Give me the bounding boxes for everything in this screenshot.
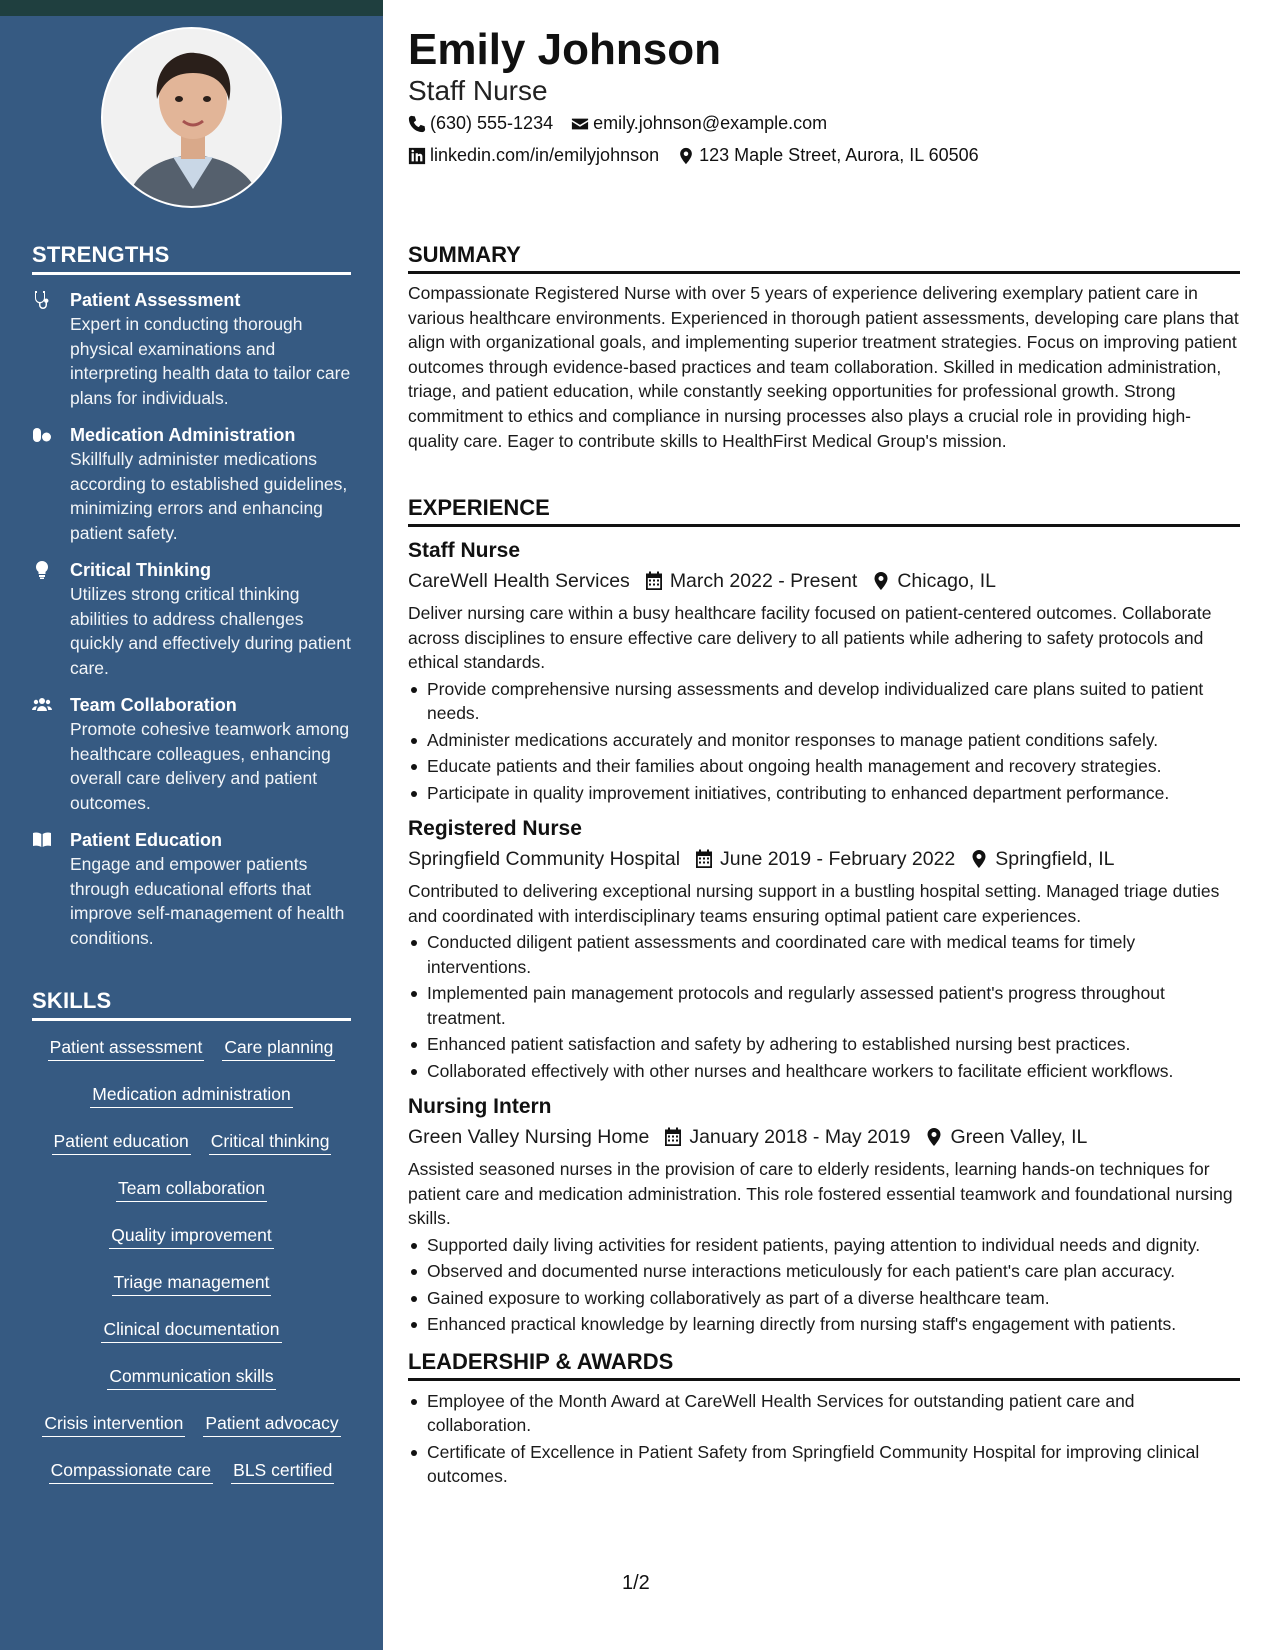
- users-icon: [32, 693, 70, 815]
- job-title: Staff Nurse: [408, 539, 521, 562]
- skill-tag: Medication administration: [90, 1083, 292, 1108]
- strength-description: Expert in conducting thorough physical examinations and interpreting health data to tailor care plans for individuals.: [70, 314, 351, 408]
- envelope-icon: [571, 115, 589, 133]
- linkedin-url[interactable]: linkedin.com/in/emilyjohnson: [430, 145, 660, 165]
- list-item: Collaborated effectively with other nurses and healthcare workers to facilitate efficient workflows.: [408, 1059, 1240, 1084]
- sidebar-top-bar: [0, 0, 383, 16]
- list-item: Conducted diligent patient assessments and coordinated care with medical teams for timely interventions.: [408, 930, 1240, 979]
- awards-list: [408, 1389, 1240, 1489]
- skill-tag: Patient assessment: [48, 1036, 205, 1061]
- job-location: Springfield, IL: [995, 848, 1115, 870]
- map-pin-icon: [969, 849, 989, 869]
- job-title: Nursing Intern: [408, 1095, 552, 1118]
- summary-heading: SUMMARY: [408, 242, 1240, 274]
- calendar-icon: [663, 1127, 683, 1147]
- map-pin-icon: [871, 571, 891, 591]
- skill-tag: Patient advocacy: [203, 1412, 340, 1437]
- contact-linkedin: [408, 145, 659, 166]
- list-item: Educate patients and their families about ongoing health management and recovery strategies.: [408, 754, 1240, 779]
- job-entry: [408, 815, 1240, 1083]
- job-meta: [408, 566, 1240, 596]
- list-item: Provide comprehensive nursing assessments and develop individualized care plans suited to patient needs.: [408, 677, 1240, 726]
- pills-icon: [32, 423, 70, 545]
- strength-description: Promote cohesive teamwork among healthcare colleagues, enhancing overall care delivery and patient outcomes.: [70, 719, 350, 813]
- job-description: Assisted seasoned nurses in the provision of care to elderly residents, learning hands-on techniques for patient care and medication administration. This role fostered essential teamwork and foundational nursing skills.: [408, 1159, 1233, 1228]
- candidate-name: Emily Johnson: [408, 25, 721, 74]
- list-item: Participate in quality improvement initiatives, contributing to enhanced department performance.: [408, 781, 1240, 806]
- skill-tag: Crisis intervention: [42, 1412, 185, 1437]
- stethoscope-icon: [32, 288, 70, 410]
- strength-title: Critical Thinking: [70, 560, 212, 580]
- job-entry: [408, 1093, 1240, 1337]
- job-description: Deliver nursing care within a busy healthcare facility focused on patient-centered outcomes. Collaborate across disciplines to ensure effective care delivery to all patients while adhering to safety protocols and ethical standards.: [408, 603, 1212, 672]
- strength-item: [32, 828, 351, 950]
- skill-tag: Clinical documentation: [101, 1318, 281, 1343]
- strength-item: [32, 288, 351, 410]
- strengths-heading: STRENGTHS: [32, 242, 351, 275]
- job-entry: [408, 537, 1240, 805]
- strength-item: [32, 558, 351, 680]
- job-company: CareWell Health Services: [408, 570, 630, 592]
- skill-tag: Quality improvement: [109, 1224, 273, 1249]
- strength-item: [32, 693, 351, 815]
- email-address[interactable]: emily.johnson@example.com: [593, 113, 828, 133]
- list-item: Certificate of Excellence in Patient Safety from Springfield Community Hospital for improving clinical outcomes.: [408, 1440, 1240, 1489]
- strength-title: Team Collaboration: [70, 695, 237, 715]
- skill-tag: Care planning: [222, 1036, 335, 1061]
- phone-icon: [408, 115, 426, 133]
- job-title: Registered Nurse: [408, 817, 582, 840]
- strength-item: [32, 423, 351, 545]
- contact-row: [408, 113, 845, 134]
- strength-description: Skillfully administer medications according to established guidelines, minimizing errors and enhancing patient safety.: [70, 449, 348, 543]
- page-number: 1/2: [622, 1572, 650, 1594]
- strengths-list: [32, 288, 351, 963]
- job-dates: June 2019 - February 2022: [720, 848, 956, 870]
- strength-description: Utilizes strong critical thinking abilities to address challenges quickly and effectively during patient care.: [70, 584, 351, 678]
- skill-tag: Compassionate care: [49, 1459, 214, 1484]
- map-pin-icon: [924, 1127, 944, 1147]
- book-open-icon: [32, 828, 70, 950]
- profile-photo: [101, 27, 282, 208]
- job-bullets: [408, 1233, 1240, 1337]
- strength-description: Engage and empower patients through educational efforts that improve self-management of health conditions.: [70, 854, 345, 948]
- street-address: 123 Maple Street, Aurora, IL 60506: [699, 145, 979, 165]
- job-bullets: [408, 930, 1240, 1083]
- list-item: Enhanced patient satisfaction and safety by adhering to established nursing best practices.: [408, 1032, 1240, 1057]
- list-item: Employee of the Month Award at CareWell Health Services for outstanding patient care and collaboration.: [408, 1389, 1240, 1438]
- strength-title: Medication Administration: [70, 425, 296, 445]
- job-dates: January 2018 - May 2019: [689, 1126, 911, 1148]
- strength-title: Patient Education: [70, 830, 223, 850]
- contact-email: [571, 113, 827, 134]
- skill-tag: Communication skills: [107, 1365, 275, 1390]
- awards-section: [408, 1349, 1240, 1489]
- contact-row: [408, 145, 997, 166]
- calendar-icon: [644, 571, 664, 591]
- awards-heading: LEADERSHIP & AWARDS: [408, 1349, 1240, 1381]
- contact-phone: [408, 113, 553, 134]
- job-location: Chicago, IL: [897, 570, 996, 592]
- job-description: Contributed to delivering exceptional nursing support in a bustling hospital setting. Managed triage duties and coordinated with interdisciplinary teams ensuring optimal patient care experiences.: [408, 881, 1220, 926]
- lightbulb-icon: [32, 558, 70, 680]
- experience-section: [408, 495, 1240, 1491]
- skill-tag: BLS certified: [231, 1459, 334, 1484]
- list-item: Observed and documented nurse interactions meticulously for each patient's care plan accuracy.: [408, 1259, 1240, 1284]
- list-item: Administer medications accurately and monitor responses to manage patient conditions safely.: [408, 728, 1240, 753]
- skill-tag: Patient education: [52, 1130, 191, 1155]
- list-item: Supported daily living activities for resident patients, paying attention to individual needs and dignity.: [408, 1233, 1240, 1258]
- list-item: Implemented pain management protocols and regularly assessed patient's progress throughout treatment.: [408, 981, 1240, 1030]
- job-company: Springfield Community Hospital: [408, 848, 681, 870]
- skills-list: [32, 1036, 351, 1484]
- strength-title: Patient Assessment: [70, 290, 241, 310]
- job-company: Green Valley Nursing Home: [408, 1126, 650, 1148]
- experience-heading: EXPERIENCE: [408, 495, 1240, 527]
- list-item: Gained exposure to working collaboratively as part of a diverse healthcare team.: [408, 1286, 1240, 1311]
- phone-number: (630) 555-1234: [430, 113, 554, 133]
- job-meta: [408, 844, 1240, 874]
- sidebar: [0, 0, 383, 1650]
- linkedin-icon: [408, 147, 426, 165]
- list-item: Enhanced practical knowledge by learning directly from nursing staff's engagement with patients.: [408, 1312, 1240, 1337]
- candidate-role: Staff Nurse: [408, 75, 548, 106]
- job-dates: March 2022 - Present: [669, 570, 858, 592]
- skills-heading: SKILLS: [32, 988, 351, 1021]
- job-location: Green Valley, IL: [950, 1126, 1088, 1148]
- skill-tag: Critical thinking: [209, 1130, 332, 1155]
- skill-tag: Triage management: [112, 1271, 272, 1296]
- skill-tag: Team collaboration: [116, 1177, 267, 1202]
- job-bullets: [408, 677, 1240, 806]
- summary-text: Compassionate Registered Nurse with over 5 years of experience delivering exemplary patient care in various healthcare environments. Experienced in thorough patient assessments, developing care plans that align with organizational goals, and implementing superior treatment strategies. Focus on improving patient outcomes through evidence-based practices and team collaboration. Skilled in medication administration, triage, and patient education, while constantly seeking opportunities for professional growth. Strong commitment to ethics and compliance in nursing processes also plays a crucial role in providing high-quality care. Eager to contribute skills to HealthFirst Medical Group's mission.: [408, 283, 1239, 451]
- contact-address: [677, 145, 979, 166]
- map-pin-icon: [677, 147, 695, 165]
- calendar-icon: [694, 849, 714, 869]
- job-meta: [408, 1122, 1240, 1152]
